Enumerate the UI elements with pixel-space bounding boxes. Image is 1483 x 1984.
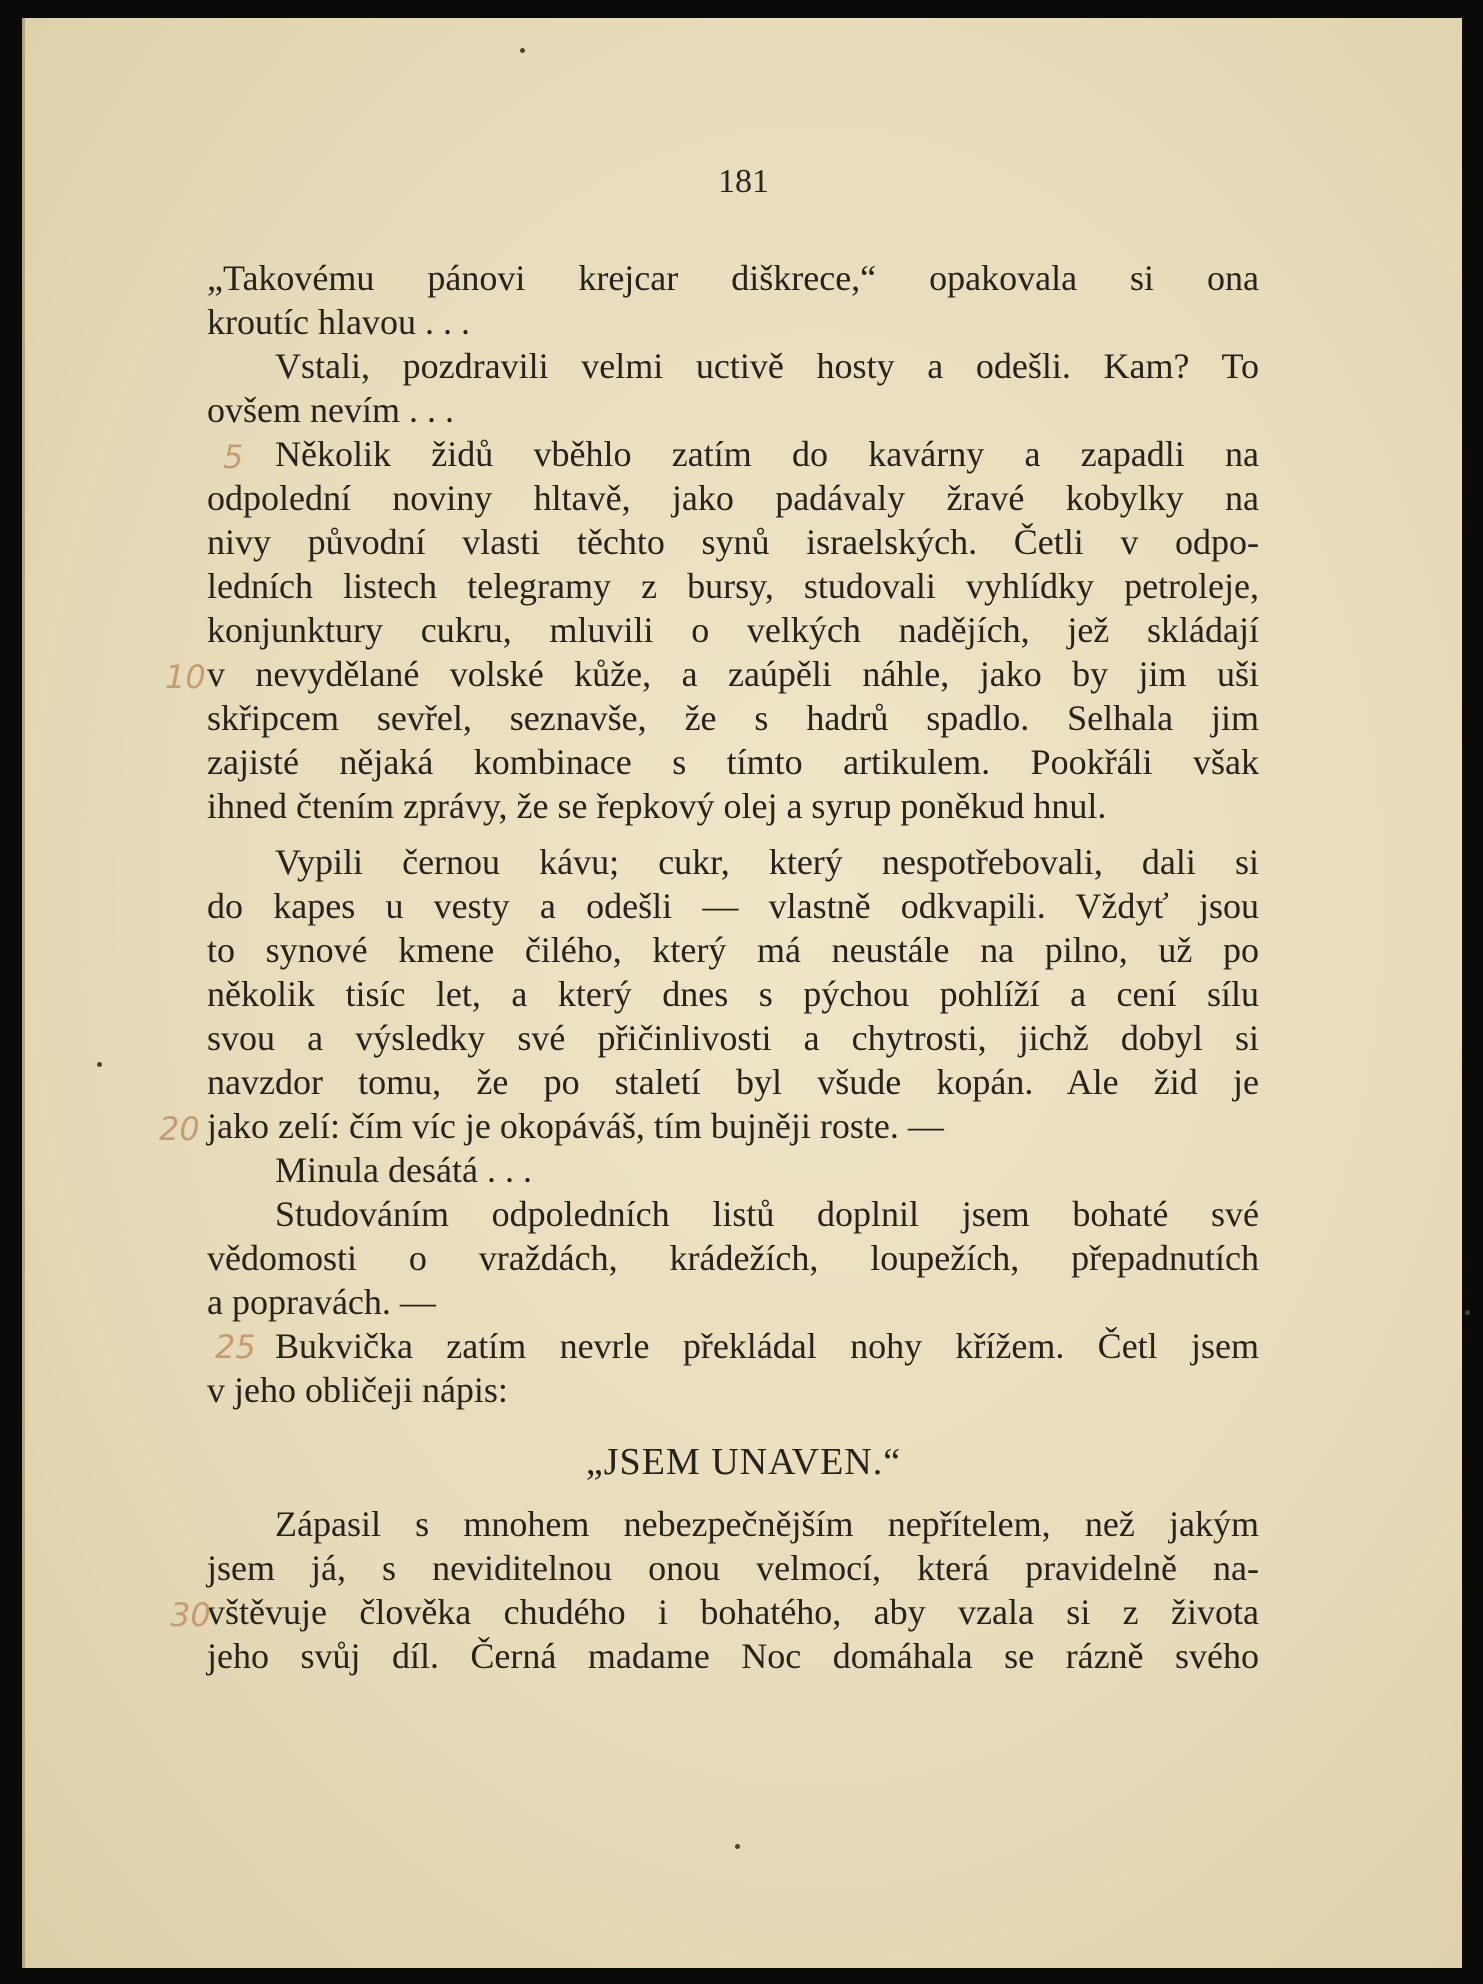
text-line: několik tisíc let, a který dnes s pýchou pohlíží a cení sílu [207, 974, 1259, 1014]
margin-mark: 25 [215, 1328, 256, 1366]
text-line: vědomosti o vraždách, krádežích, loupežích, přepadnutích [207, 1238, 1259, 1278]
margin-mark: 10 [165, 658, 206, 696]
text-line: skřipcem sevřel, seznavše, že s hadrů spadlo. Selhala jim [207, 698, 1259, 738]
text-line: Zápasil s mnohem nebezpečnějším nepřítelem, než jakým [275, 1504, 1259, 1544]
speck [520, 48, 525, 53]
text-line: v jeho obličeji nápis: [207, 1370, 508, 1410]
text-line: Minula desátá . . . [275, 1150, 532, 1190]
text-line: a popravách. — [207, 1282, 436, 1322]
speck [1465, 1310, 1470, 1315]
centered-heading: „JSEM UNAVEN.“ [585, 1441, 902, 1483]
text-line: vštěvuje člověka chudého i bohatého, aby vzala si z života [207, 1592, 1259, 1632]
text-line: „Takovému pánovi krejcar diškrece,“ opakovala si ona [207, 258, 1259, 298]
margin-mark: 5 [223, 438, 244, 476]
text-line: ihned čtením zprávy, že se řepkový olej a syrup poněkud hnul. [207, 786, 1107, 826]
text-line: navzdor tomu, že po staletí byl všude kopán. Ale žid je [207, 1062, 1259, 1102]
text-line: do kapes u vesty a odešli — vlastně odkvapili. Vždyť jsou [207, 886, 1259, 926]
speck [97, 1062, 102, 1067]
text-line: odpolední noviny hltavě, jako padávaly žravé kobylky na [207, 478, 1259, 518]
text-line: Vstali, pozdravili velmi uctivě hosty a odešli. Kam? To [275, 346, 1259, 386]
text-line: Studováním odpoledních listů doplnil jsem bohaté své [275, 1194, 1259, 1234]
text-line: v nevydělané volské kůže, a zaúpěli náhle, jako by jim uši [207, 654, 1259, 694]
speck [735, 1844, 740, 1849]
text-line: jeho svůj díl. Černá madame Noc domáhala se rázně svého [207, 1636, 1259, 1676]
margin-mark: 20 [159, 1110, 200, 1148]
text-line: jsem já, s neviditelnou onou velmocí, která pravidelně na- [207, 1548, 1259, 1588]
text-line: ledních listech telegramy z bursy, studovali vyhlídky petroleje, [207, 566, 1259, 606]
text-line: Vypili černou kávu; cukr, který nespotřebovali, dali si [275, 842, 1259, 882]
text-line: svou a výsledky své přičinlivosti a chytrosti, jichž dobyl si [207, 1018, 1259, 1058]
text-line: to synové kmene čilého, který má neustále na pilno, už po [207, 930, 1259, 970]
page-number: 181 [718, 163, 769, 200]
text-line: Bukvička zatím nevrle překládal nohy křížem. Četl jsem [275, 1326, 1259, 1366]
text-line: zajisté nějaká kombinace s tímto artikulem. Pookřáli však [207, 742, 1259, 782]
text-line: nivy původní vlasti těchto synů israelských. Četli v odpo- [207, 522, 1259, 562]
text-line: Několik židů vběhlo zatím do kavárny a zapadli na [275, 434, 1259, 474]
text-line: jako zelí: čím víc je okopáváš, tím bujněji roste. — [207, 1106, 944, 1146]
text-line: konjunktury cukru, mluvili o velkých nadějích, jež skládají [207, 610, 1259, 650]
book-page [22, 18, 1462, 1968]
margin-mark: 30 [170, 1596, 211, 1634]
text-line: ovšem nevím . . . [207, 390, 454, 430]
text-line: kroutíc hlavou . . . [207, 302, 470, 342]
